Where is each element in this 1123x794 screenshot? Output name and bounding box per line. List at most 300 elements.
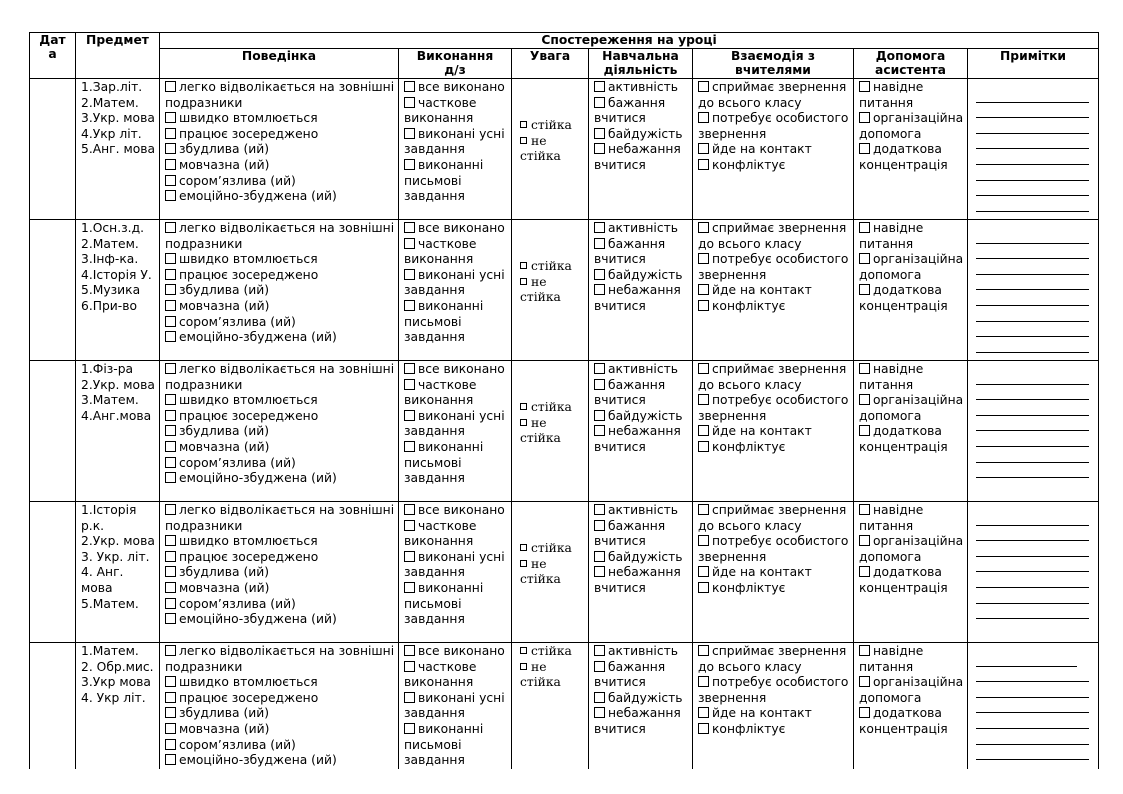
checkbox-icon[interactable]	[859, 222, 870, 233]
checkbox-icon[interactable]	[165, 504, 176, 515]
checkbox-option[interactable]	[594, 96, 689, 127]
attention-option[interactable]	[520, 416, 585, 447]
checkbox-option[interactable]	[165, 471, 395, 487]
attention-option[interactable]	[520, 541, 585, 557]
checkbox-icon[interactable]	[404, 441, 415, 452]
subject-item: 3. Укр. літ.	[81, 549, 150, 564]
checkbox-icon[interactable]	[165, 269, 176, 280]
note-line[interactable]	[976, 526, 1089, 542]
checkbox-icon[interactable]	[165, 425, 176, 436]
checkbox-icon[interactable]	[594, 504, 605, 515]
checkbox-option[interactable]	[165, 456, 395, 472]
checkbox-option[interactable]	[698, 362, 850, 393]
checkbox-icon[interactable]	[698, 582, 709, 593]
checkbox-option[interactable]	[404, 127, 508, 158]
checkbox-icon[interactable]	[404, 222, 415, 233]
checkbox-option[interactable]	[698, 221, 850, 252]
checkbox-option[interactable]	[698, 722, 850, 738]
checkbox-icon[interactable]	[165, 316, 176, 327]
checkbox-icon[interactable]	[594, 551, 605, 562]
checkbox-option[interactable]	[859, 706, 964, 737]
note-line[interactable]	[976, 604, 1089, 620]
note-line[interactable]	[976, 431, 1089, 447]
subject-item: 2.Укр. мова	[81, 377, 155, 392]
learning-options	[589, 220, 693, 361]
checkbox-icon[interactable]	[698, 535, 709, 546]
note-line[interactable]	[976, 322, 1089, 338]
checkbox-option[interactable]	[404, 268, 508, 299]
checkbox-option[interactable]	[165, 534, 395, 550]
checkbox-option[interactable]	[165, 424, 395, 440]
checkbox-icon[interactable]	[165, 284, 176, 295]
note-line[interactable]	[976, 400, 1089, 416]
checkbox-icon[interactable]	[594, 128, 605, 139]
checkbox-icon[interactable]	[404, 661, 415, 672]
checkbox-option[interactable]	[165, 315, 395, 331]
checkbox-option[interactable]	[594, 424, 689, 455]
checkbox-icon[interactable]	[165, 394, 176, 405]
checkbox-icon[interactable]	[165, 582, 176, 593]
checkbox-icon[interactable]	[859, 707, 870, 718]
checkbox-icon[interactable]	[165, 457, 176, 468]
note-line[interactable]	[976, 745, 1089, 761]
note-line[interactable]	[976, 118, 1089, 134]
attention-option[interactable]	[520, 118, 585, 134]
interaction-options	[693, 220, 854, 361]
checkbox-option[interactable]	[165, 330, 395, 346]
note-line[interactable]	[976, 447, 1089, 463]
checkbox-option[interactable]	[698, 675, 850, 706]
checkbox-icon[interactable]	[594, 707, 605, 718]
interaction-options	[693, 643, 854, 769]
checkbox-option[interactable]	[859, 111, 964, 142]
checkbox-option[interactable]	[165, 644, 395, 675]
checkbox-label: все виконано	[418, 221, 505, 235]
checkbox-icon[interactable]	[404, 97, 415, 108]
checkbox-option[interactable]	[594, 565, 689, 596]
checkbox-icon[interactable]	[165, 551, 176, 562]
attention-option[interactable]	[520, 557, 585, 588]
checkbox-option[interactable]	[165, 691, 395, 707]
checkbox-icon[interactable]	[520, 262, 527, 269]
checkbox-option[interactable]	[404, 237, 508, 268]
checkbox-option[interactable]	[165, 127, 395, 143]
checkbox-icon[interactable]	[859, 253, 870, 264]
checkbox-option[interactable]	[165, 738, 395, 754]
checkbox-icon[interactable]	[165, 598, 176, 609]
checkbox-option[interactable]	[594, 80, 689, 96]
checkbox-icon[interactable]	[594, 410, 605, 421]
checkbox-label: активність	[608, 362, 678, 376]
checkbox-icon[interactable]	[165, 253, 176, 264]
checkbox-option[interactable]	[404, 409, 508, 440]
note-line[interactable]	[976, 557, 1089, 573]
checkbox-option[interactable]	[594, 409, 689, 425]
checkbox-option[interactable]	[594, 519, 689, 550]
checkbox-option[interactable]	[859, 142, 964, 173]
homework-options	[399, 361, 512, 502]
checkbox-icon[interactable]	[859, 535, 870, 546]
checkbox-option[interactable]	[698, 393, 850, 424]
checkbox-icon[interactable]	[165, 331, 176, 342]
checkbox-option[interactable]	[594, 268, 689, 284]
note-line[interactable]	[976, 463, 1089, 479]
checkbox-icon[interactable]	[165, 645, 176, 656]
checkbox-option[interactable]	[165, 393, 395, 409]
checkbox-option[interactable]	[698, 503, 850, 534]
checkbox-icon[interactable]	[859, 645, 870, 656]
checkbox-icon[interactable]	[594, 97, 605, 108]
checkbox-icon[interactable]	[698, 284, 709, 295]
checkbox-icon[interactable]	[165, 692, 176, 703]
checkbox-icon[interactable]	[165, 159, 176, 170]
checkbox-option[interactable]	[404, 581, 508, 628]
checkbox-option[interactable]	[594, 283, 689, 314]
note-line[interactable]	[976, 541, 1089, 557]
checkbox-option[interactable]	[404, 96, 508, 127]
checkbox-icon[interactable]	[404, 645, 415, 656]
checkbox-label: активність	[608, 503, 678, 517]
note-line[interactable]	[976, 337, 1089, 353]
note-line[interactable]	[976, 713, 1089, 729]
checkbox-option[interactable]	[698, 534, 850, 565]
checkbox-option[interactable]	[165, 612, 395, 628]
checkbox-option[interactable]	[165, 581, 395, 597]
checkbox-icon[interactable]	[594, 143, 605, 154]
checkbox-option[interactable]	[165, 675, 395, 691]
checkbox-icon[interactable]	[520, 544, 527, 551]
note-line[interactable]	[976, 416, 1089, 432]
checkbox-icon[interactable]	[859, 394, 870, 405]
checkbox-option[interactable]	[404, 550, 508, 581]
checkbox-option[interactable]	[404, 80, 508, 96]
checkbox-option[interactable]	[698, 644, 850, 675]
checkbox-option[interactable]	[165, 299, 395, 315]
checkbox-label: емоційно-збуджена (ий)	[179, 471, 337, 486]
checkbox-option[interactable]	[698, 581, 850, 597]
checkbox-option[interactable]	[859, 424, 964, 455]
checkbox-icon[interactable]	[404, 692, 415, 703]
checkbox-option[interactable]	[594, 142, 689, 173]
checkbox-icon[interactable]	[404, 363, 415, 374]
checkbox-icon[interactable]	[404, 81, 415, 92]
checkbox-icon[interactable]	[594, 363, 605, 374]
note-line[interactable]	[976, 149, 1089, 165]
checkbox-option[interactable]	[404, 158, 508, 205]
checkbox-option[interactable]	[165, 362, 395, 393]
checkbox-option[interactable]	[404, 691, 508, 722]
attention-option[interactable]	[520, 134, 585, 165]
checkbox-icon[interactable]	[165, 112, 176, 123]
checkbox-option[interactable]	[698, 706, 850, 722]
checkbox-label: потребує особистого звернення	[698, 393, 849, 423]
checkbox-option[interactable]	[165, 268, 395, 284]
note-line[interactable]	[976, 682, 1089, 698]
checkbox-icon[interactable]	[594, 520, 605, 531]
checkbox-icon[interactable]	[698, 707, 709, 718]
checkbox-icon[interactable]	[859, 566, 870, 577]
checkbox-option[interactable]	[165, 158, 395, 174]
checkbox-icon[interactable]	[520, 121, 527, 128]
checkbox-icon[interactable]	[698, 394, 709, 405]
checkbox-option[interactable]	[165, 550, 395, 566]
checkbox-label: бажання вчитися	[594, 236, 666, 267]
note-line[interactable]	[976, 667, 1089, 683]
checkbox-icon[interactable]	[594, 425, 605, 436]
note-line[interactable]	[976, 306, 1089, 322]
checkbox-option[interactable]	[698, 565, 850, 581]
checkbox-option[interactable]	[165, 283, 395, 299]
subject-item: 1.Зар.літ.	[81, 80, 143, 94]
checkbox-icon[interactable]	[520, 663, 527, 670]
note-line[interactable]	[976, 275, 1089, 291]
checkbox-icon[interactable]	[698, 566, 709, 577]
checkbox-icon[interactable]	[404, 128, 415, 139]
checkbox-icon[interactable]	[165, 222, 176, 233]
note-line[interactable]	[976, 572, 1089, 588]
learning-options	[589, 643, 693, 769]
checkbox-icon[interactable]	[594, 661, 605, 672]
attention-option[interactable]	[520, 259, 585, 275]
checkbox-icon[interactable]	[698, 159, 709, 170]
checkbox-icon[interactable]	[404, 300, 415, 311]
checkbox-icon[interactable]	[165, 81, 176, 92]
checkbox-option[interactable]	[594, 362, 689, 378]
checkbox-option[interactable]	[165, 753, 395, 769]
checkbox-option[interactable]	[594, 237, 689, 268]
checkbox-option[interactable]	[594, 221, 689, 237]
checkbox-icon[interactable]	[165, 472, 176, 483]
note-line[interactable]	[976, 87, 1089, 103]
checkbox-option[interactable]	[404, 221, 508, 237]
checkbox-icon[interactable]	[165, 143, 176, 154]
checkbox-icon[interactable]	[698, 222, 709, 233]
note-line[interactable]	[976, 228, 1089, 244]
checkbox-icon[interactable]	[698, 81, 709, 92]
note-line[interactable]	[976, 651, 1077, 667]
checkbox-option[interactable]	[859, 362, 964, 393]
checkbox-icon[interactable]	[165, 190, 176, 201]
checkbox-option[interactable]	[698, 111, 850, 142]
checkbox-icon[interactable]	[165, 739, 176, 750]
checkbox-option[interactable]	[698, 283, 850, 299]
checkbox-icon[interactable]	[859, 676, 870, 687]
checkbox-icon[interactable]	[698, 112, 709, 123]
note-line[interactable]	[976, 290, 1089, 306]
note-line[interactable]	[976, 588, 1089, 604]
checkbox-option[interactable]	[698, 252, 850, 283]
checkbox-option[interactable]	[859, 644, 964, 675]
checkbox-icon[interactable]	[165, 441, 176, 452]
checkbox-option[interactable]	[859, 393, 964, 424]
checkbox-icon[interactable]	[404, 582, 415, 593]
note-line[interactable]	[976, 165, 1089, 181]
checkbox-icon[interactable]	[165, 613, 176, 624]
checkbox-icon[interactable]	[698, 143, 709, 154]
checkbox-label: бажання вчитися	[594, 659, 666, 690]
checkbox-icon[interactable]	[520, 137, 527, 144]
checkbox-option[interactable]	[698, 142, 850, 158]
checkbox-icon[interactable]	[698, 676, 709, 687]
checkbox-option[interactable]	[859, 675, 964, 706]
checkbox-option[interactable]	[165, 440, 395, 456]
checkbox-option[interactable]	[859, 534, 964, 565]
checkbox-icon[interactable]	[698, 300, 709, 311]
checkbox-icon[interactable]	[165, 707, 176, 718]
checkbox-option[interactable]	[698, 299, 850, 315]
checkbox-icon[interactable]	[698, 504, 709, 515]
checkbox-icon[interactable]	[698, 425, 709, 436]
checkbox-icon[interactable]	[520, 403, 527, 410]
checkbox-icon[interactable]	[594, 222, 605, 233]
subject-item: 1.Історія р.к.	[81, 503, 137, 533]
checkbox-icon[interactable]	[404, 269, 415, 280]
checkbox-option[interactable]	[859, 565, 964, 596]
note-line[interactable]	[976, 259, 1089, 275]
note-line[interactable]	[976, 729, 1089, 745]
checkbox-option[interactable]	[859, 503, 964, 534]
checkbox-option[interactable]	[404, 660, 508, 691]
checkbox-option[interactable]	[594, 127, 689, 143]
assistance-options	[854, 502, 968, 643]
checkbox-icon[interactable]	[165, 300, 176, 311]
checkbox-icon[interactable]	[520, 278, 527, 285]
checkbox-icon[interactable]	[594, 692, 605, 703]
checkbox-option[interactable]	[859, 221, 964, 252]
homework-options	[399, 220, 512, 361]
checkbox-icon[interactable]	[859, 143, 870, 154]
checkbox-option[interactable]	[594, 378, 689, 409]
checkbox-icon[interactable]	[404, 723, 415, 734]
checkbox-option[interactable]	[165, 142, 395, 158]
checkbox-icon[interactable]	[404, 238, 415, 249]
checkbox-option[interactable]	[698, 424, 850, 440]
checkbox-icon[interactable]	[404, 551, 415, 562]
checkbox-option[interactable]	[859, 252, 964, 283]
checkbox-option[interactable]	[165, 722, 395, 738]
checkbox-icon[interactable]	[698, 723, 709, 734]
attention-option[interactable]	[520, 660, 585, 691]
checkbox-option[interactable]	[165, 252, 395, 268]
checkbox-option[interactable]	[404, 299, 508, 346]
checkbox-icon[interactable]	[594, 81, 605, 92]
note-line[interactable]	[976, 510, 1089, 526]
note-line[interactable]	[976, 369, 1089, 385]
checkbox-option[interactable]	[165, 80, 395, 111]
checkbox-option[interactable]	[165, 565, 395, 581]
attention-option[interactable]	[520, 400, 585, 416]
checkbox-icon[interactable]	[520, 560, 527, 567]
note-line[interactable]	[976, 103, 1089, 119]
checkbox-option[interactable]	[165, 221, 395, 252]
checkbox-option[interactable]	[165, 597, 395, 613]
checkbox-icon[interactable]	[698, 441, 709, 452]
checkbox-icon[interactable]	[859, 425, 870, 436]
checkbox-label: додаткова концентрація	[859, 565, 948, 595]
header-interaction: Взаємодія з вчителями	[693, 49, 854, 79]
checkbox-icon[interactable]	[594, 269, 605, 280]
checkbox-icon[interactable]	[859, 363, 870, 374]
note-line[interactable]	[976, 134, 1089, 150]
checkbox-icon[interactable]	[594, 645, 605, 656]
checkbox-option[interactable]	[404, 378, 508, 409]
checkbox-option[interactable]	[594, 691, 689, 707]
attention-option[interactable]	[520, 275, 585, 306]
checkbox-icon[interactable]	[594, 284, 605, 295]
checkbox-icon[interactable]	[165, 128, 176, 139]
checkbox-option[interactable]	[404, 362, 508, 378]
checkbox-option[interactable]	[404, 722, 508, 769]
checkbox-option[interactable]	[165, 111, 395, 127]
checkbox-option[interactable]	[594, 706, 689, 737]
note-line[interactable]	[976, 181, 1089, 197]
checkbox-option[interactable]	[698, 440, 850, 456]
checkbox-icon[interactable]	[859, 112, 870, 123]
checkbox-option[interactable]	[404, 503, 508, 519]
checkbox-icon[interactable]	[594, 379, 605, 390]
checkbox-icon[interactable]	[404, 410, 415, 421]
checkbox-option[interactable]	[594, 660, 689, 691]
checkbox-option[interactable]	[165, 174, 395, 190]
checkbox-icon[interactable]	[698, 645, 709, 656]
checkbox-option[interactable]	[594, 550, 689, 566]
checkbox-icon[interactable]	[165, 175, 176, 186]
checkbox-option[interactable]	[404, 644, 508, 660]
checkbox-option[interactable]	[698, 80, 850, 111]
checkbox-option[interactable]	[698, 158, 850, 174]
checkbox-icon[interactable]	[165, 754, 176, 765]
checkbox-icon[interactable]	[404, 504, 415, 515]
checkbox-icon[interactable]	[165, 535, 176, 546]
attention-option[interactable]	[520, 644, 585, 660]
checkbox-option[interactable]	[165, 503, 395, 534]
checkbox-icon[interactable]	[404, 379, 415, 390]
checkbox-option[interactable]	[594, 503, 689, 519]
checkbox-option[interactable]	[594, 644, 689, 660]
note-line[interactable]	[976, 385, 1089, 401]
note-line[interactable]	[976, 196, 1089, 212]
checkbox-option[interactable]	[165, 706, 395, 722]
checkbox-option[interactable]	[165, 189, 395, 205]
checkbox-label: швидко втомлюється	[179, 111, 318, 126]
checkbox-label: швидко втомлюється	[179, 393, 318, 408]
checkbox-option[interactable]	[859, 80, 964, 111]
checkbox-icon[interactable]	[165, 723, 176, 734]
note-line[interactable]	[976, 698, 1089, 714]
checkbox-option[interactable]	[859, 283, 964, 314]
checkbox-icon[interactable]	[594, 238, 605, 249]
checkbox-option[interactable]	[404, 519, 508, 550]
checkbox-icon[interactable]	[520, 647, 527, 654]
checkbox-icon[interactable]	[520, 419, 527, 426]
checkbox-icon[interactable]	[859, 284, 870, 295]
checkbox-option[interactable]	[165, 409, 395, 425]
checkbox-icon[interactable]	[859, 81, 870, 92]
checkbox-icon[interactable]	[698, 253, 709, 264]
subject-item: 4.Анг.мова	[81, 408, 152, 423]
checkbox-icon[interactable]	[404, 159, 415, 170]
checkbox-icon[interactable]	[165, 566, 176, 577]
note-line[interactable]	[976, 244, 1089, 260]
checkbox-icon[interactable]	[859, 504, 870, 515]
checkbox-icon[interactable]	[165, 676, 176, 687]
checkbox-option[interactable]	[404, 440, 508, 487]
checkbox-icon[interactable]	[404, 520, 415, 531]
checkbox-icon[interactable]	[594, 566, 605, 577]
checkbox-icon[interactable]	[165, 363, 176, 374]
checkbox-icon[interactable]	[165, 410, 176, 421]
checkbox-icon[interactable]	[698, 363, 709, 374]
